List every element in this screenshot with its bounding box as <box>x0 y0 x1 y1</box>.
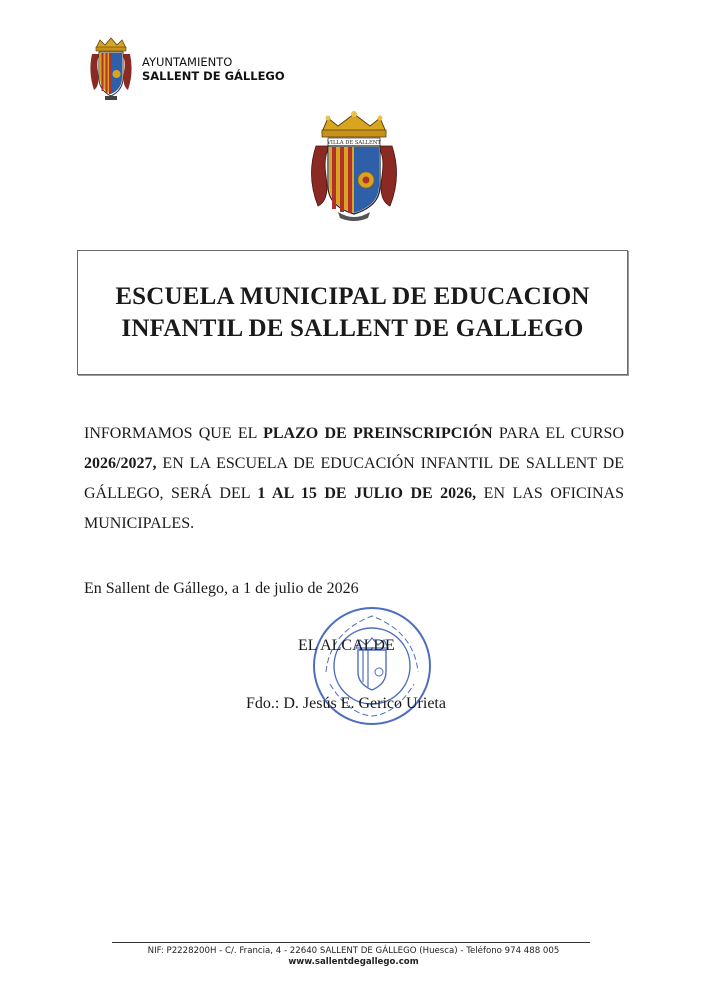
date-line: En Sallent de Gállego, a 1 de julio de 2026 <box>84 580 359 597</box>
body-text-1: INFORMAMOS QUE EL <box>84 425 264 442</box>
footer-divider <box>112 942 590 943</box>
body-text-4: EN LAS OFICINAS MUNICIPALES. <box>84 485 625 532</box>
mayor-title: EL ALCALDE <box>298 637 395 654</box>
municipal-coat-of-arms-icon <box>88 36 134 102</box>
crest-label: VILLA DE SALLENT <box>327 140 381 147</box>
letterhead <box>88 36 285 102</box>
organization-name <box>142 55 285 83</box>
title-line1: ESCUELA MUNICIPAL DE EDUCACION <box>115 282 590 310</box>
coat-of-arms-icon <box>308 110 400 222</box>
title-box <box>77 250 628 375</box>
title-line2: INFANTIL DE SALLENT DE GALLEGO <box>121 314 584 342</box>
body-text-3: EN LA ESCUELA DE EDUCACIÓN INFANTIL DE SALLENT DE GÁLLEGO, SERÁ DEL <box>84 455 624 502</box>
footer-website: www.sallentdegallego.com <box>288 957 419 967</box>
org-name-line1: AYUNTAMIENTO <box>142 55 233 69</box>
body-highlight-plazo: PLAZO DE PREINSCRIPCIÓN <box>263 425 493 442</box>
body-text-2: PARA EL CURSO <box>492 425 624 442</box>
body-highlight-curso: 2026/2027, <box>84 455 157 472</box>
announcement-paragraph <box>84 419 624 539</box>
signed-by: Fdo.: D. Jesús E. Gerico Urieta <box>246 695 446 712</box>
footer-address: NIF: P2228200H - C/. Francia, 4 - 22640 SALLENT DE GÁLLEGO (Huesca) - Teléfono 974 488 005 <box>147 946 560 956</box>
body-highlight-dates: 1 AL 15 DE JULIO DE 2026, <box>257 485 477 502</box>
org-name-line2: SALLENT DE GÁLLEGO <box>142 69 285 83</box>
